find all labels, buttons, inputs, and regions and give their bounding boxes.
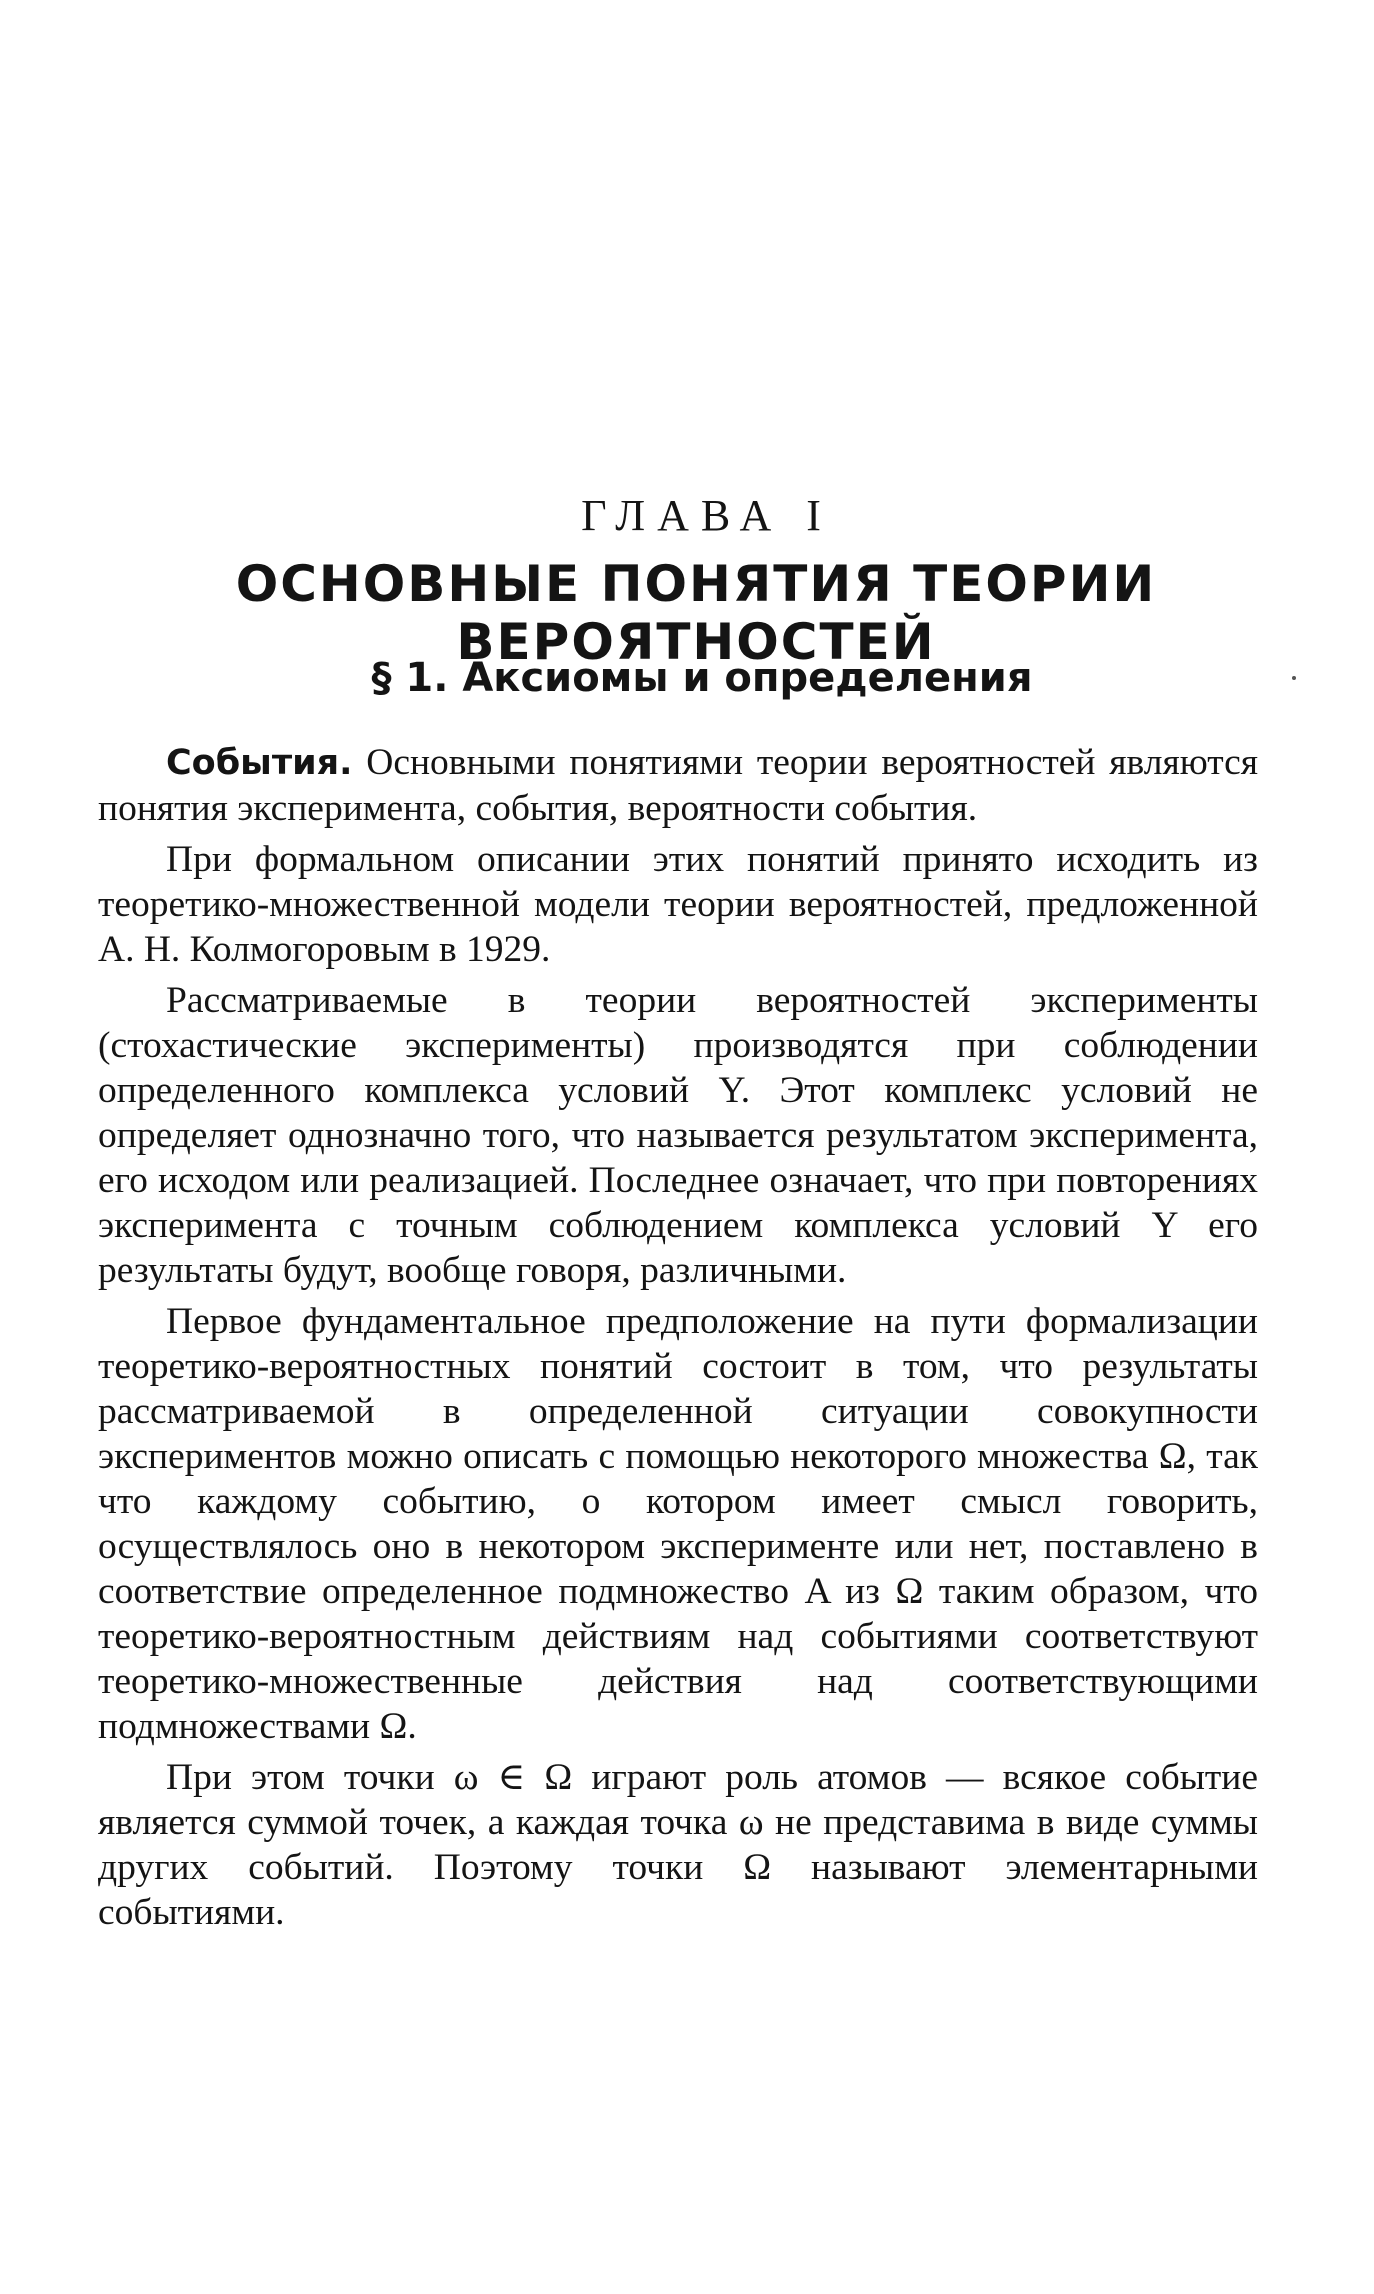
run-in-heading: События. <box>166 743 353 783</box>
chapter-label: ГЛАВА I <box>581 491 833 540</box>
section-title: § 1. Аксиомы и определения <box>371 655 1033 701</box>
paragraph-elementary-events: При этом точки ω ∈ Ω играют роль атомов — всякое событие является суммой точек, а каждая точка ω не представима в виде суммы других событий. Поэтому точки Ω называют элементарными событиями. <box>98 1757 1258 1933</box>
paragraph-text: Основными понятиями теории вероятностей являются понятия эксперимента, события, вероятности события. <box>98 742 1258 829</box>
paragraph-kolmogorov: При формальном описании этих понятий принято исходить из теоретико-множественной модели теории вероятностей, предложенной А. Н. Колмогоровым в 1929. <box>98 839 1258 970</box>
paragraph-events <box>98 740 1258 831</box>
paragraph-experiments: Рассматриваемые в теории вероятностей эксперименты (стохастические эксперименты) производятся при соблюдении определенного комплекса условий Y. Этот комплекс условий не определяет однозначно того, что называется результатом эксперимента, его исходом или реализацией. Последнее означает, что при повторениях эксперимента с точным соблюдением комплекса условий Y его результаты будут, вообще говоря, различными. <box>98 980 1258 1291</box>
chapter-title: ОСНОВНЫЕ ПОНЯТИЯ ТЕОРИИ ВЕРОЯТНОСТЕЙ <box>235 555 1157 671</box>
paragraph-formalization: Первое фундаментальное предположение на пути формализации теоретико-вероятностных понятий состоит в том, что результаты рассматриваемой в определенной ситуации совокупности экспериментов можно описать с помощью некоторого множества Ω, так что каждому событию, о котором имеет смысл говорить, осуществлялось оно в некотором эксперименте или нет, поставлено в соответствие определенное подмножество A из Ω таким образом, что теоретико-вероятностным действиям над событиями соответствуют теоретико-множественные действия над соответствующими подмножествами Ω. <box>98 1301 1258 1747</box>
body-text <box>98 740 1258 1941</box>
print-speck <box>1292 676 1296 680</box>
